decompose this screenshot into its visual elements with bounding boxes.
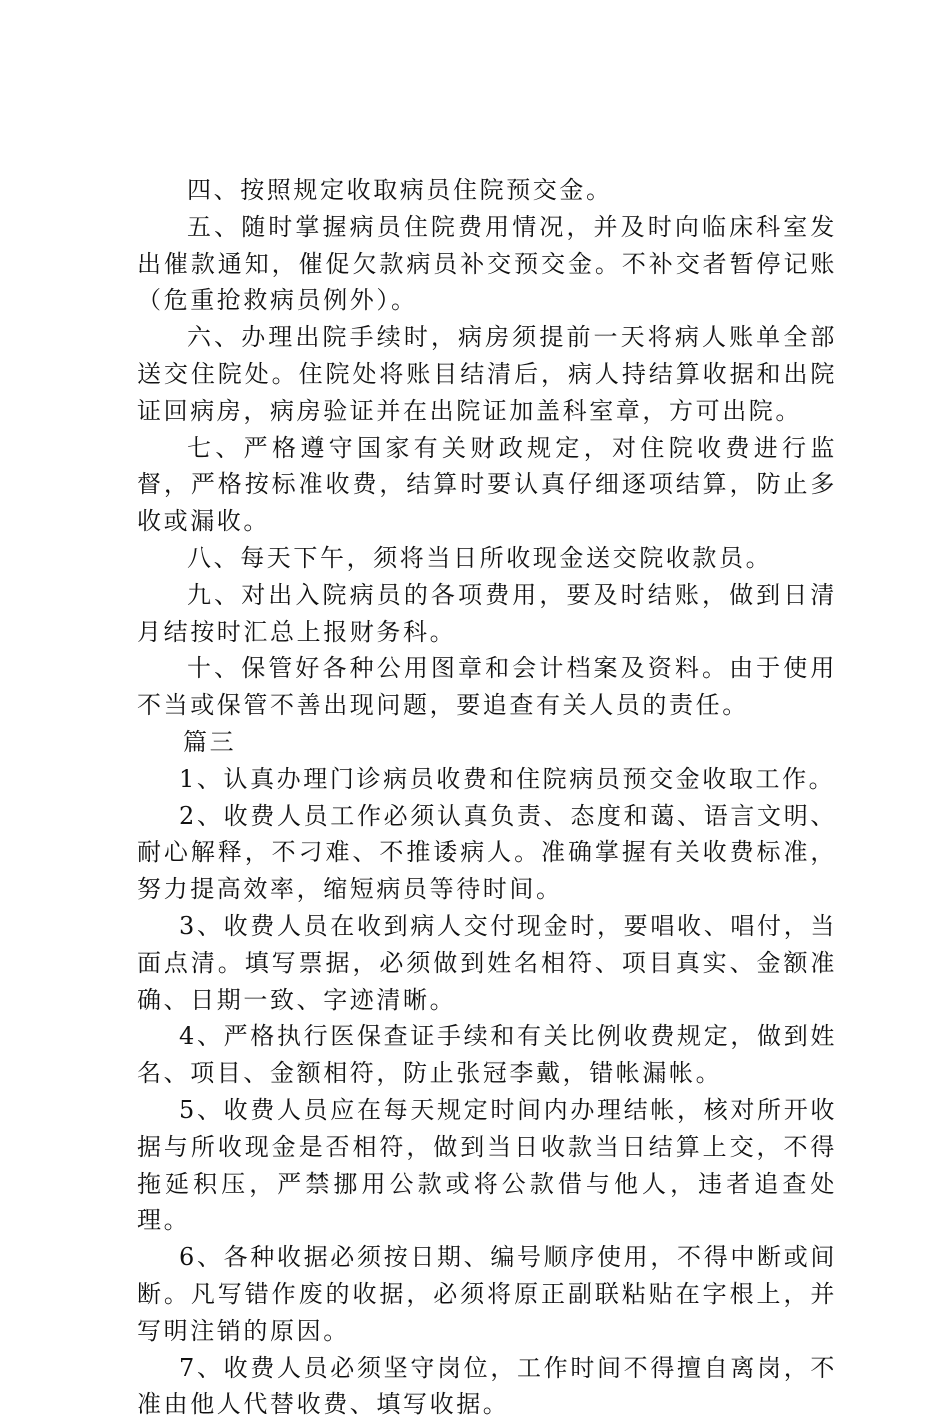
section-heading: 篇三 bbox=[137, 724, 837, 761]
numbered-item-2: 2、收费人员工作必须认真负责、态度和蔼、语言文明、耐心解释，不刁难、不推诿病人。准确掌握有关收费标准，努力提高效率，缩短病员等待时间。 bbox=[137, 798, 837, 908]
numbered-item-7: 7、收费人员必须坚守岗位，工作时间不得擅自离岗，不准由他人代替收费、填写收据。 bbox=[137, 1350, 837, 1423]
paragraph-item-4: 四、按照规定收取病员住院预交金。 bbox=[137, 172, 837, 209]
numbered-item-4: 4、严格执行医保查证手续和有关比例收费规定，做到姓名、项目、金额相符，防止张冠李戴，错帐漏帐。 bbox=[137, 1018, 837, 1092]
numbered-item-5: 5、收费人员应在每天规定时间内办理结帐，核对所开收据与所收现金是否相符，做到当日收款当日结算上交，不得拖延积压，严禁挪用公款或将公款借与他人，违者追查处理。 bbox=[137, 1092, 837, 1239]
paragraph-item-5: 五、随时掌握病员住院费用情况，并及时向临床科室发出催款通知，催促欠款病员补交预交金。不补交者暂停记账（危重抢救病员例外）。 bbox=[137, 209, 837, 319]
paragraph-item-8: 八、每天下午，须将当日所收现金送交院收款员。 bbox=[137, 540, 837, 577]
numbered-item-6: 6、各种收据必须按日期、编号顺序使用，不得中断或间断。凡写错作废的收据，必须将原正副联粘贴在字根上，并写明注销的原因。 bbox=[137, 1239, 837, 1349]
paragraph-item-9: 九、对出入院病员的各项费用，要及时结账，做到日清月结按时汇总上报财务科。 bbox=[137, 577, 837, 651]
paragraph-item-7: 七、严格遵守国家有关财政规定，对住院收费进行监督，严格按标准收费，结算时要认真仔细逐项结算，防止多收或漏收。 bbox=[137, 430, 837, 540]
paragraph-item-6: 六、办理出院手续时，病房须提前一天将病人账单全部送交住院处。住院处将账目结清后，病人持结算收据和出院证回病房，病房验证并在出院证加盖科室章，方可出院。 bbox=[137, 319, 837, 429]
paragraph-item-10: 十、保管好各种公用图章和会计档案及资料。由于使用不当或保管不善出现问题，要追查有关人员的责任。 bbox=[137, 650, 837, 724]
numbered-item-1: 1、认真办理门诊病员收费和住院病员预交金收取工作。 bbox=[137, 761, 837, 798]
numbered-item-3: 3、收费人员在收到病人交付现金时，要唱收、唱付，当面点清。填写票据，必须做到姓名相符、项目真实、金额准确、日期一致、字迹清晰。 bbox=[137, 908, 837, 1018]
document-body bbox=[137, 172, 837, 1423]
